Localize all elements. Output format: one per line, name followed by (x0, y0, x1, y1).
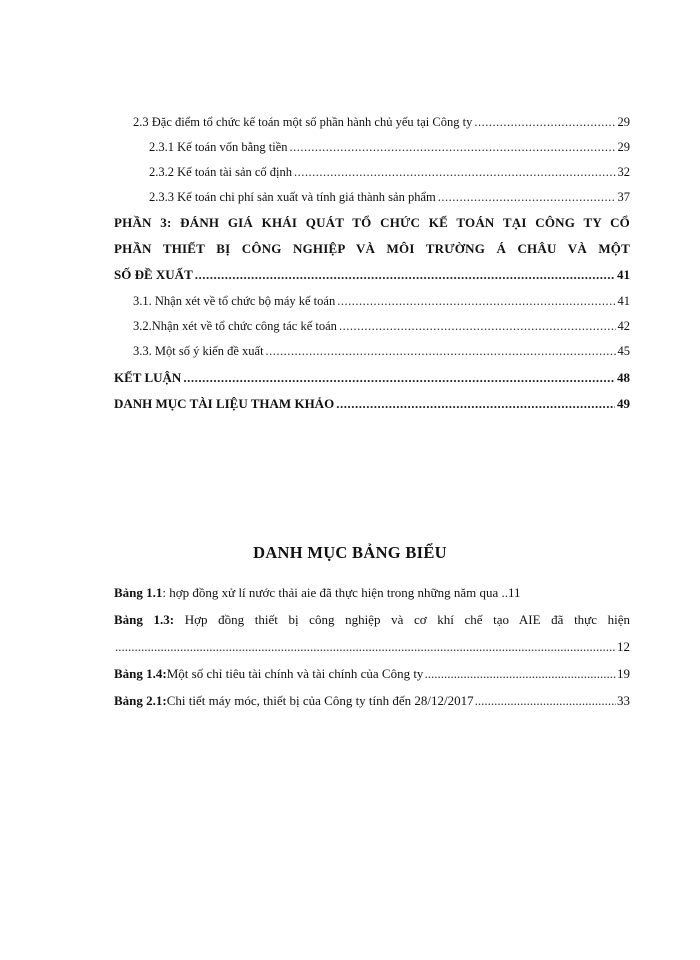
toc-page-number: 29 (617, 115, 630, 129)
toc-label: 2.3.1 Kế toán vốn bằng tiền (149, 140, 288, 154)
toc-entry-3-3[interactable] (133, 344, 630, 359)
list-of-tables-heading: DANH MỤC BẢNG BIỂU (253, 543, 447, 562)
toc-page-number: 42 (617, 319, 630, 333)
toc-entry-2-3-3[interactable] (149, 190, 630, 205)
dot-leader (195, 267, 615, 283)
table-entry-1-1[interactable] (114, 585, 630, 601)
toc-entry-3-2[interactable] (133, 319, 630, 334)
toc-entry-3-1[interactable] (133, 294, 630, 309)
toc-label: 2.3.2 Kế toán tài sản cố định (149, 165, 293, 179)
toc-page-number: 32 (617, 165, 630, 179)
toc-label: 3.1. Nhận xét về tổ chức bộ máy kế toán (133, 294, 336, 308)
toc-page-number: 41 (617, 267, 630, 282)
table-caption: Hợp đồng thiết bị công nghiệp và cơ khí chế tạo AIE đã thực hiện (174, 612, 630, 627)
toc-page-number: 45 (617, 344, 630, 358)
toc-label: 2.3.3 Kế toán chi phí sản xuất và tính giá thành sản phẩm (149, 190, 436, 204)
dot-leader (339, 319, 616, 334)
table-entry-1-3[interactable] (114, 612, 630, 628)
toc-label: 3.2.Nhận xét về tổ chức công tác kế toán (133, 319, 337, 333)
dot-leader (336, 396, 615, 412)
toc-entry-conclusion[interactable] (114, 370, 630, 386)
toc-label: 3.3. Một số ý kiến đề xuất (133, 344, 264, 358)
toc-label: SỐ ĐỀ XUẤT (114, 267, 193, 282)
toc-part-3-line-1[interactable]: PHẦN 3: ĐÁNH GIÁ KHÁI QUÁT TỔ CHỨC KẾ TOÁN TẠI CÔNG TY CỔ (114, 215, 630, 230)
dot-leader (424, 666, 616, 682)
toc-page-number: 37 (617, 190, 630, 204)
table-caption: Một số chỉ tiêu tài chính và tài chính của Công ty (166, 666, 424, 681)
table-label: Bảng 2.1: (114, 693, 167, 708)
toc-entry-2-3-2[interactable] (149, 165, 630, 180)
dot-leader (337, 294, 615, 309)
table-entry-2-1[interactable] (114, 693, 630, 709)
table-caption: Chi tiết máy móc, thiết bị của Công ty tính đến 28/12/2017 (166, 693, 474, 708)
toc-page-number: 48 (617, 370, 630, 385)
toc-label: KẾT LUẬN (114, 370, 182, 385)
table-caption-line (114, 612, 630, 628)
table-page-number: 33 (617, 693, 630, 708)
table-page-number: 12 (617, 639, 630, 654)
table-entry-1-4[interactable] (114, 666, 630, 682)
table-label: Bảng 1.3: (114, 612, 175, 627)
table-page-number: 19 (617, 666, 630, 681)
toc-part-3-line-2[interactable]: PHẦN THIẾT BỊ CÔNG NGHIỆP VÀ MÔI TRƯỜNG Á CHÂU VÀ MỘT (114, 241, 630, 256)
table-caption: : hợp đồng xử lí nước thải aie đã thực hiện trong những năm qua ..11 (162, 585, 521, 600)
dot-leader (115, 639, 616, 655)
table-label: Bảng 1.4: (114, 666, 167, 681)
dot-leader (266, 344, 616, 359)
dot-leader (438, 190, 616, 205)
dot-leader (475, 693, 616, 709)
dot-leader (294, 165, 615, 180)
toc-page-number: 49 (617, 396, 630, 411)
toc-entry-2-3[interactable] (133, 115, 630, 130)
toc-page-number: 29 (617, 140, 630, 154)
table-label: Bảng 1.1 (114, 585, 163, 600)
toc-part-3-line-3[interactable] (114, 267, 630, 283)
toc-label: 2.3 Đặc điểm tổ chức kế toán một số phần hành chủ yếu tại Công ty (133, 115, 473, 129)
dot-leader (290, 140, 616, 155)
dot-leader (183, 370, 615, 386)
toc-entry-references[interactable] (114, 396, 630, 412)
table-entry-1-3-continuation[interactable] (114, 639, 630, 655)
toc-page-number: 41 (617, 294, 630, 308)
toc-label: DANH MỤC TÀI LIỆU THAM KHẢO (114, 396, 335, 411)
toc-entry-2-3-1[interactable] (149, 140, 630, 155)
dot-leader (474, 115, 615, 130)
